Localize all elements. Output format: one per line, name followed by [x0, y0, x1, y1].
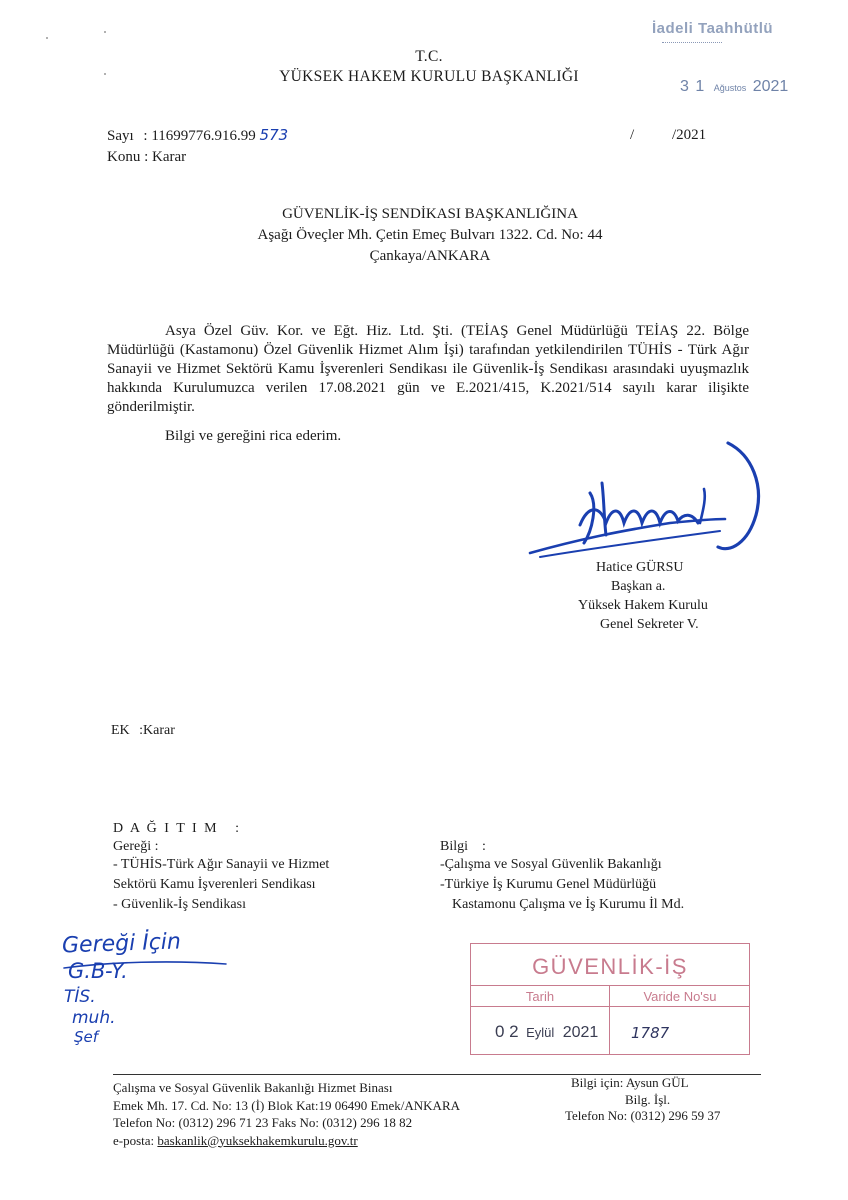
stamp-underline [662, 42, 722, 43]
handwritten-line: TİS. [64, 987, 96, 1007]
footer-email-label: e-posta: [113, 1132, 158, 1148]
attachment-value: :Karar [139, 723, 175, 738]
attachment-label: EK [111, 723, 130, 738]
handwritten-line: G.B-Y. [68, 959, 128, 983]
scan-speck [104, 73, 106, 75]
handwritten-line: Şef [74, 1028, 99, 1046]
registered-mail-stamp [652, 20, 802, 48]
sayi-value: : 11699776.916.99 [143, 128, 256, 144]
stamp-day: 3 1 [680, 78, 706, 95]
receipt-varide-number: 1787 [631, 1024, 670, 1042]
footer-email-row [113, 1133, 460, 1150]
distribution-geregi [113, 838, 329, 914]
registered-mail-title: İadeli Taahhütlü [652, 20, 774, 37]
receipt-day: 0 2 [495, 1022, 519, 1041]
date-slash: / [630, 127, 635, 143]
footer-address-block [113, 1080, 460, 1149]
footer-contact-block [565, 1075, 755, 1125]
attachment-row [111, 722, 175, 740]
konu-value: : Karar [144, 149, 187, 165]
footer-email-link[interactable]: baskanlik@yuksekhakemkurulu.gov.tr [157, 1132, 358, 1148]
letterhead-tc: T.C. [415, 48, 443, 65]
sayi-handwritten-number: 573 [259, 126, 289, 144]
bilgi-item: -Çalışma ve Sosyal Güvenlik Bakanlığı [440, 857, 662, 872]
letterhead [268, 48, 590, 86]
subject-row [107, 148, 186, 167]
reference-number-row [107, 126, 288, 146]
footer-contact-phone: Telefon No: (0312) 296 59 37 [565, 1108, 721, 1123]
handwritten-underline [60, 958, 230, 972]
recipient-block [200, 205, 660, 266]
footer-address: Emek Mh. 17. Cd. No: 13 (İ) Blok Kat:19 06490 Emek/ANKARA [113, 1097, 461, 1113]
handwritten-signature [520, 435, 780, 570]
letterhead-institution: YÜKSEK HAKEM KURULU BAŞKANLIĞI [279, 68, 579, 85]
signatory-title-1: Başkan a. [611, 579, 666, 594]
signatory-name: Hatice GÜRSU [596, 560, 684, 575]
handwritten-line: muh. [72, 1008, 116, 1028]
bilgi-item: -Türkiye İş Kurumu Genel Müdürlüğü [440, 877, 657, 892]
sayi-label: Sayı [107, 128, 134, 144]
receipt-stamp [470, 943, 750, 1055]
closing-sentence: Bilgi ve gereğini rica ederim. [165, 428, 342, 444]
footer-contact-person: Bilgi için: Aysun GÜL [571, 1075, 689, 1090]
bilgi-label: Bilgi : [440, 839, 486, 854]
distribution-heading: D A Ğ I T I M : [113, 821, 241, 836]
handwritten-routing-note [62, 930, 262, 1046]
bilgi-item: Kastamonu Çalışma ve İş Kurumu İl Md. [452, 897, 685, 912]
geregi-label: Gereği : [113, 839, 159, 854]
receipt-date [495, 1022, 598, 1042]
recipient-address-1: Aşağı Öveçler Mh. Çetin Emeç Bulvarı 1322. Cd. No: 44 [257, 227, 603, 243]
body-paragraph: Asya Özel Güv. Kor. ve Eğt. Hiz. Ltd. Şti. (TEİAŞ Genel Müdürlüğü TEİAŞ 22. Bölge Müdürlüğü (Kastamonu) Özel Güvenlik Hizmet Alım İşi) tarafından yetkilendirilen TÜHİS - Türk Ağır Sanayii ve Hizmet Sektörü Kamu İşverenleri Sendikası ile Güvenlik-İş Sendikası arasındaki uyuşmazlık hakkında Kurulumuzca verilen 17.08.2021 gün ve E.2021/415, K.2021/514 sayılı karar ilişikte gönderilmiştir. [107, 323, 749, 415]
scan-speck [46, 37, 48, 39]
signatory-title-3: Genel Sekreter V. [600, 617, 699, 632]
footer-phone-fax: Telefon No: (0312) 296 71 23 Faks No: (0312) 296 18 82 [113, 1115, 413, 1130]
received-date-stamp [680, 78, 788, 96]
geregi-item: Sektörü Kamu İşverenleri Sendikası [113, 877, 316, 892]
handwritten-line: Gereği İçin [61, 929, 182, 959]
konu-label: Konu [107, 149, 141, 165]
footer-building: Çalışma ve Sosyal Güvenlik Bakanlığı Hizmet Binası [113, 1080, 393, 1095]
recipient-name: GÜVENLİK-İŞ SENDİKASI BAŞKANLIĞINA [282, 206, 578, 222]
scan-speck [104, 31, 106, 33]
footer-contact-role: Bilg. İşl. [625, 1091, 671, 1107]
receipt-month: Eylül [526, 1025, 555, 1040]
receipt-year: 2021 [562, 1024, 599, 1041]
receipt-varide-label: Varide No'su [643, 989, 717, 1004]
recipient-address-2: Çankaya/ANKARA [369, 248, 491, 264]
geregi-item: - TÜHİS-Türk Ağır Sanayii ve Hizmet [113, 857, 330, 872]
geregi-item: - Güvenlik-İş Sendikası [113, 897, 246, 912]
stamp-month: Ağustos [713, 83, 747, 93]
receipt-stamp-title: GÜVENLİK-İŞ [532, 954, 688, 979]
receipt-date-label: Tarih [525, 989, 555, 1004]
date-year: /2021 [672, 127, 707, 143]
stamp-year: 2021 [752, 78, 789, 95]
distribution-bilgi [440, 838, 684, 914]
signatory-title-2: Yüksek Hakem Kurulu [578, 598, 708, 613]
